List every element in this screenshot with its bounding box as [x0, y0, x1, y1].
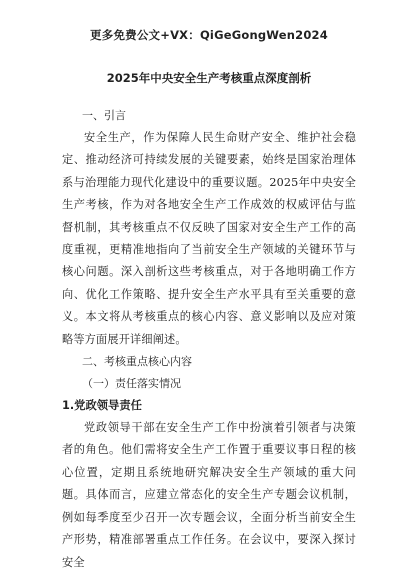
section-heading-core-content: 二、考核重点核心内容 [82, 355, 192, 369]
point-title-party-leadership: 1.党政领导责任 [62, 399, 142, 413]
promo-header: 更多免费公文+VX：QiGeGongWen2024 [90, 28, 328, 42]
subsection-heading-responsibility: （一）责任落实情况 [82, 377, 181, 391]
introduction-paragraph: 安全生产，作为保障人民生命财产安全、维护社会稳定、推动经济可持续发展的关键要素，始终是国家治理体系与治理能力现代化建设中的重要议题。2025年中央安全生产考核，作为对各地安全生产工作成效的权威评估与监督机制，其考核重点不仅反映了国家对安全生产工作的高度重视，更精准地指向了当前安全生产领域的关键环节与核心问题。深入剖析这些考核重点，对于各地明确工作方向、优化工作策略、提升安全生产水平具有至关重要的意义。本文将从考核重点的核心内容、意义影响以及应对策略等方面展开详细阐述。 [62, 131, 356, 346]
document-title: 2025年中央安全生产考核重点深度剖析 [106, 71, 312, 85]
section-heading-introduction: 一、引言 [82, 109, 126, 122]
party-leadership-paragraph: 党政领导干部在安全生产工作中扮演着引领者与决策者的角色。他们需将安全生产工作置于重要议事日程的核心位置，定期且系统地研究解决安全生产领域的重大问题。具体而言，应建立常态化的安全生产专题会议机制，例如每季度至少召开一次专题会议，全面分析当前安全生产形势，精准部署重点工作任务。在会议中，要深入探讨安全 [62, 421, 356, 569]
